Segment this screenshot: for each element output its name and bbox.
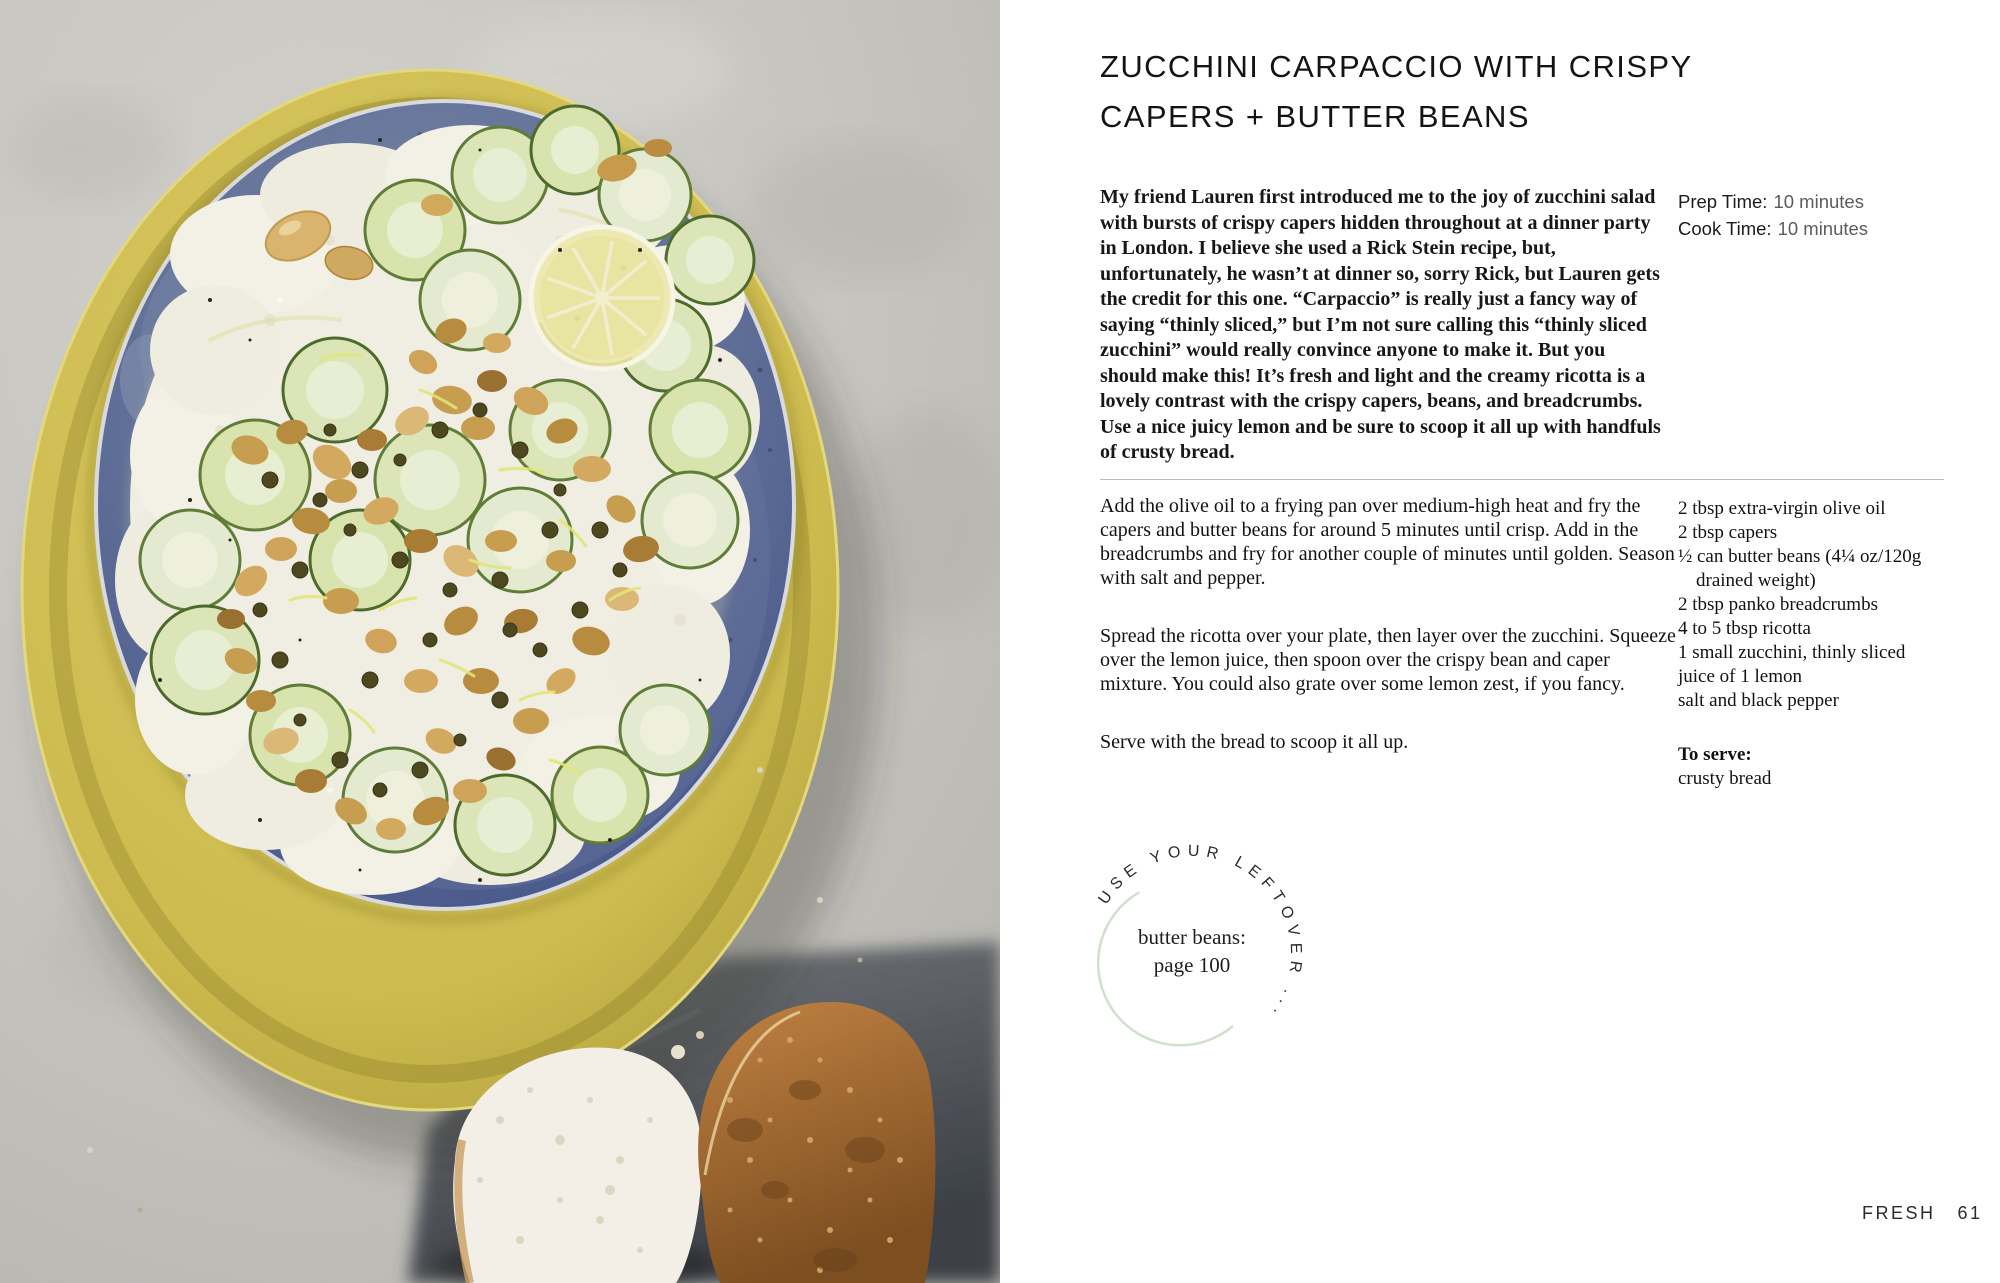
ingredient-item: 2 tbsp panko breadcrumbs [1678, 594, 1878, 615]
badge-curved-text: USE YOUR LEFTOVER ... [1095, 842, 1305, 1025]
ingredient-item: juice of 1 lemon [1678, 666, 1802, 687]
section-divider [1100, 479, 1944, 480]
ingredient-item: 2 tbsp capers [1678, 522, 1778, 543]
badge-line1: butter beans: [1138, 925, 1246, 949]
bread-crust-piece [698, 1002, 935, 1283]
cook-time-label: Cook Time: [1678, 218, 1772, 239]
recipe-times [1678, 188, 1868, 242]
recipe-intro: My friend Lauren first introduced me to the joy of zucchini salad with bursts of crispy capers hidden throughout at a dinner party in London. I believe she used a Rick Stein recipe, but, unfortunately, he wasn’t at dinner so, sorry Rick, but Lauren gets the credit for this one. “Carpaccio” is really just a fancy way of saying “thinly sliced,” but I’m not sure calling this “thinly sliced zucchini” would really convince anyone to make it. But you should make this! It’s fresh and light and the creamy ricotta is a lovely contrast with the crispy capers, beans, and breadcrumbs. Use a nice juicy lemon and be sure to scoop it all up with handfuls of crusty bread. [1100, 186, 1661, 463]
ingredient-item: 1 small zucchini, thinly sliced [1678, 642, 1906, 663]
recipe-title-line1: ZUCCHINI CARPACCIO WITH CRISPY [1100, 49, 1693, 84]
recipe-page [1000, 0, 2000, 1283]
footer-section: FRESH [1862, 1203, 1936, 1223]
recipe-title [1100, 42, 1693, 142]
to-serve-block [1678, 743, 1952, 791]
cook-time-value: 10 minutes [1777, 218, 1869, 239]
footer-page-number: 61 [1957, 1203, 1983, 1223]
badge-line2: page 100 [1153, 953, 1231, 977]
ingredient-item: ½ can butter beans (4¼ oz/120g drained weight) [1678, 546, 1922, 591]
ingredient-item: salt and black pepper [1678, 690, 1839, 711]
prep-time-value: 10 minutes [1773, 191, 1864, 212]
leftover-badge [1060, 826, 1324, 1082]
ingredients-column [1678, 497, 1952, 791]
to-serve-item: crusty bread [1678, 768, 1772, 789]
recipe-title-line2: CAPERS + BUTTER BEANS [1100, 99, 1530, 134]
method-steps [1100, 494, 1680, 788]
ingredient-item: 2 tbsp extra-virgin olive oil [1678, 498, 1886, 519]
cook-time-row [1678, 215, 1868, 242]
prep-time-label: Prep Time: [1678, 191, 1768, 212]
ingredient-item: 4 to 5 tbsp ricotta [1678, 618, 1811, 639]
to-serve-label: To serve: [1678, 744, 1752, 765]
method-step: Add the olive oil to a frying pan over medium-high heat and fry the capers and butter beans for around 5 minutes until crisp. Add in the breadcrumbs and fry for another couple of minutes until golden. Season with salt and pepper. [1100, 495, 1675, 589]
method-step: Spread the ricotta over your plate, then layer over the zucchini. Squeeze over the lemon juice, then spoon over the crispy bean and caper mixture. You could also grate over some lemon zest, if you fancy. [1100, 625, 1676, 695]
ingredients-list [1678, 497, 1952, 713]
method-step: Serve with the bread to scoop it all up. [1100, 731, 1409, 753]
page-footer [1862, 1203, 1983, 1224]
prep-time-row [1678, 188, 1868, 215]
lemon-half [531, 227, 673, 369]
